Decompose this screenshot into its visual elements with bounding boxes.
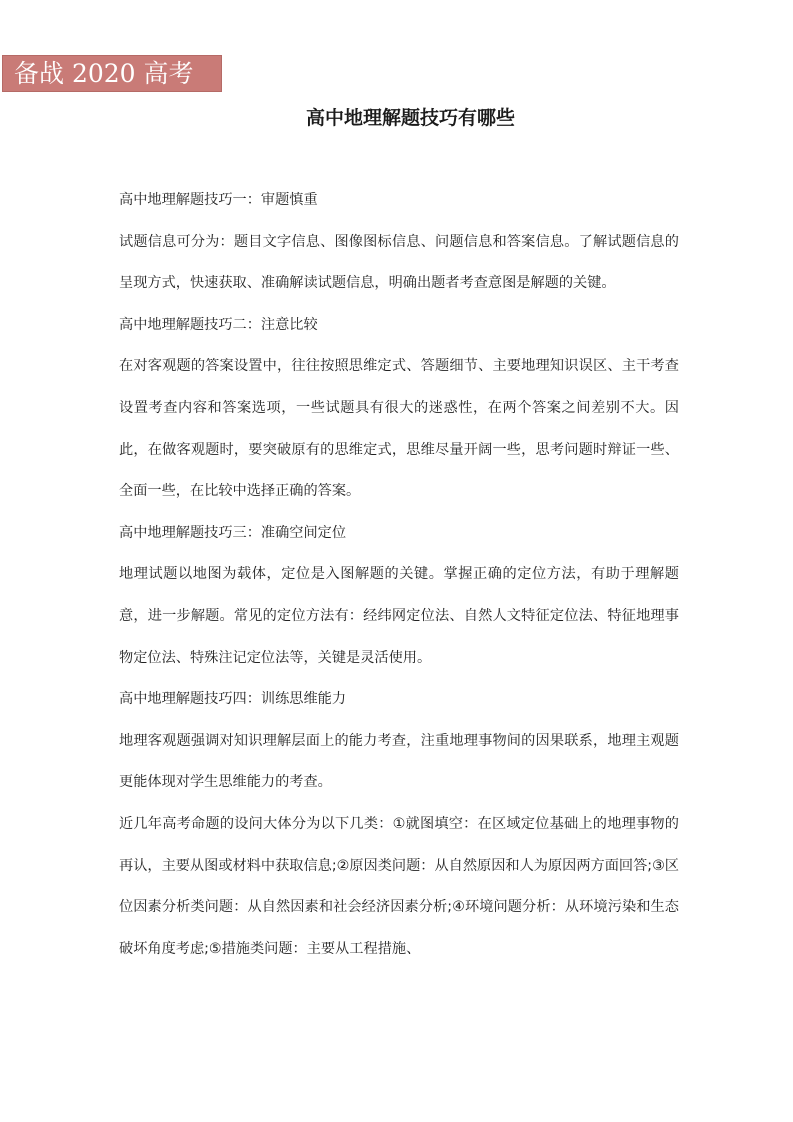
section-heading-1: 高中地理解题技巧一：审题慎重 <box>119 192 318 208</box>
paragraph-3: 地理试题以地图为载体，定位是入图解题的关键。掌握正确的定位方法，有助于理解题意，进一步解题。常见的定位方法有：经纬网定位法、自然人文特征定位法、特征地理事物定位法、特殊注记定位法等，关键是灵活使用。 <box>119 566 679 666</box>
banner-text: 备战 2020 高考 <box>14 59 194 88</box>
paragraph-1: 试题信息可分为：题目文字信息、图像图标信息、问题信息和答案信息。了解试题信息的呈现方式，快速获取、准确解读试题信息，明确出题者考查意图是解题的关键。 <box>119 233 679 292</box>
section-heading-2: 高中地理解题技巧二：注意比较 <box>119 316 318 333</box>
paragraph-4: 地理客观题强调对知识理解层面上的能力考查，注重地理事物间的因果联系，地理主观题更能体现对学生思维能力的考查。 <box>119 732 679 791</box>
document-body <box>119 180 679 970</box>
section-heading-4: 高中地理解题技巧四：训练思维能力 <box>119 691 347 708</box>
paragraph-2: 在对客观题的答案设置中，往往按照思维定式、答题细节、主要地理知识误区、主干考查设置考查内容和答案选项，一些试题具有很大的迷惑性，在两个答案之间差别不大。因此，在做客观题时，要突破原有的思维定式，思维尽量开阔一些，思考问题时辩证一些、全面一些，在比较中选择正确的答案。 <box>119 358 679 500</box>
paragraph-5: 近几年高考命题的设问大体分为以下几类：①就图填空：在区域定位基础上的地理事物的再认，主要从图或材料中获取信息;②原因类问题：从自然原因和人为原因两方面回答;③区位因素分析类问题：从自然因素和社会经济因素分析;④环境问题分析：从环境污染和生态破坏角度考虑;⑤措施类问题：主要从工程措施、 <box>119 815 679 957</box>
section-heading-3: 高中地理解题技巧三：准确空间定位 <box>119 524 347 541</box>
document-title: 高中地理解题技巧有哪些 <box>305 107 515 129</box>
banner <box>2 55 222 92</box>
